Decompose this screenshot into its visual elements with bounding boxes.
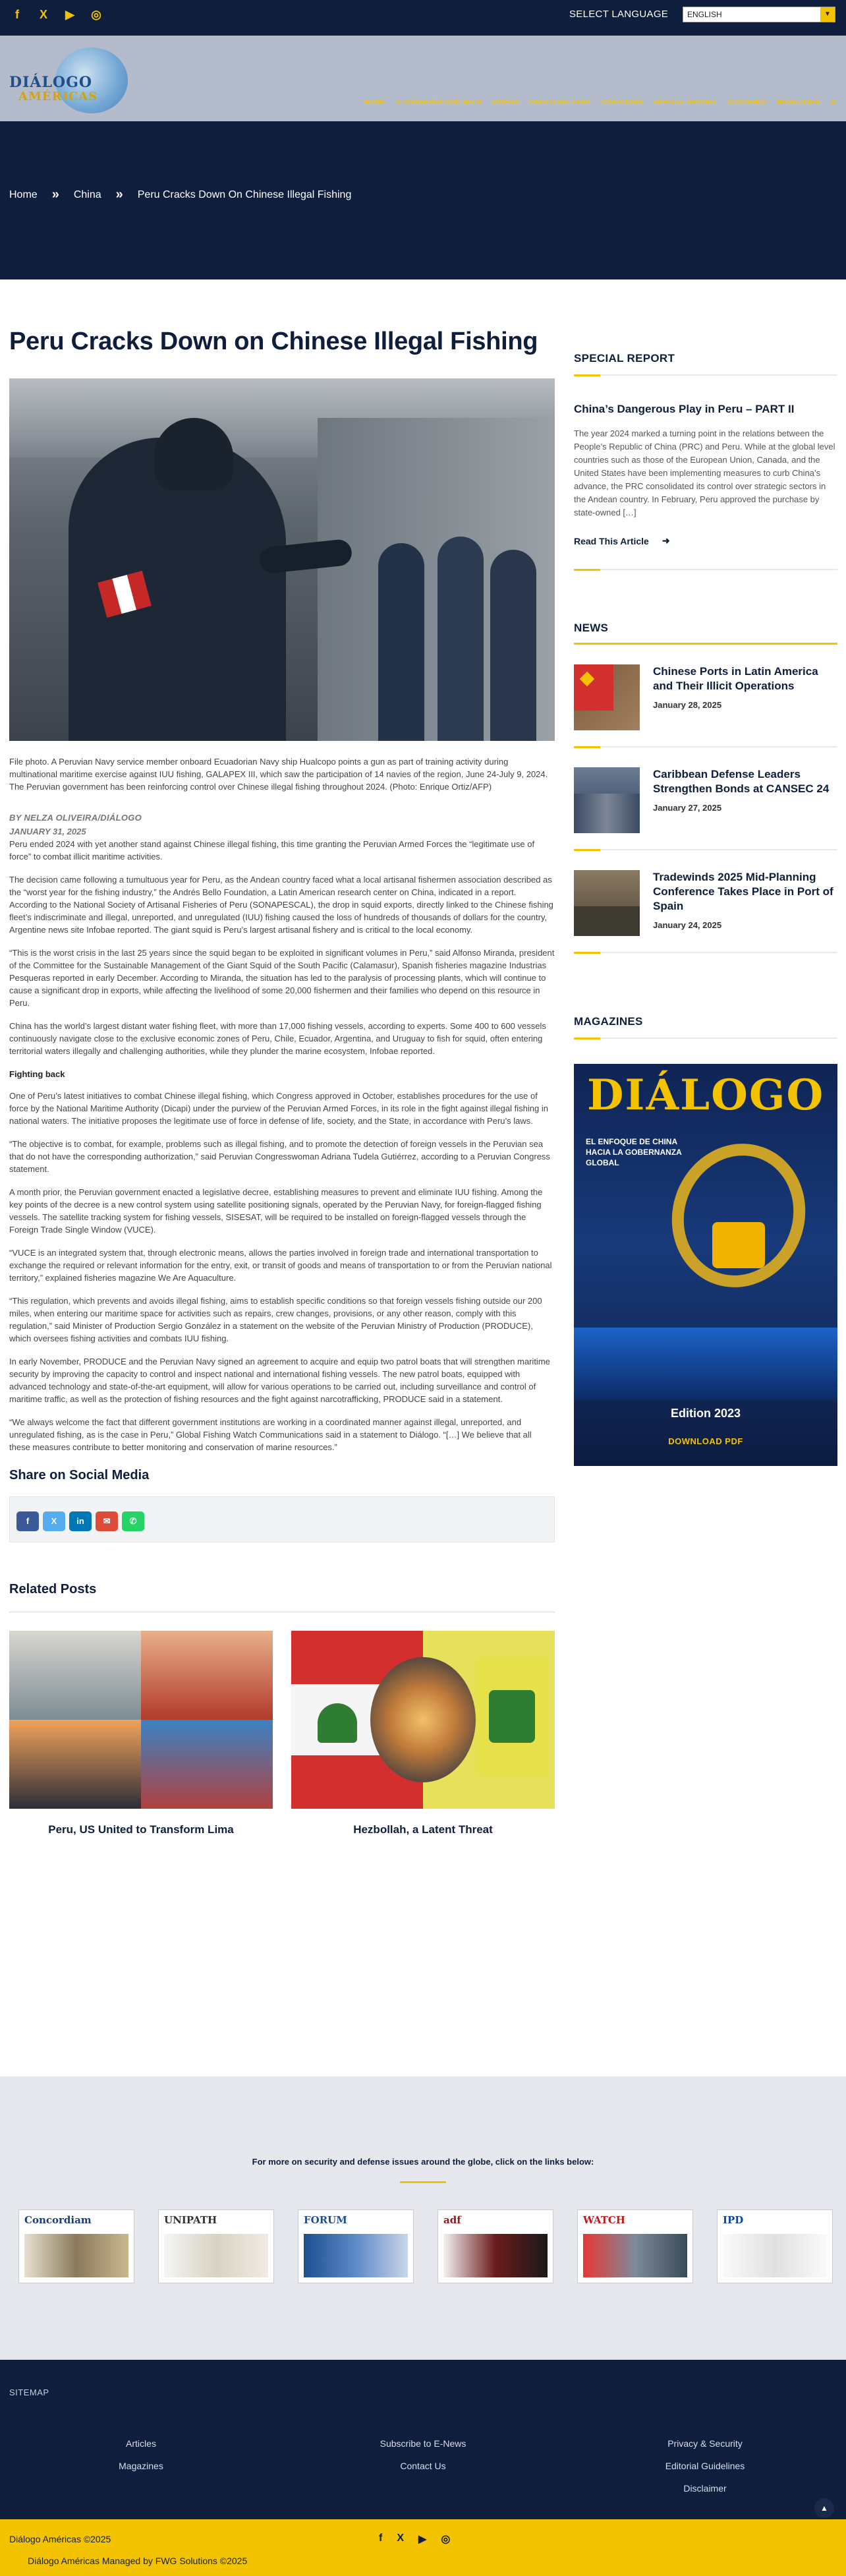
partner-logo-ipd[interactable]: IPD — [717, 2210, 833, 2283]
language-label: SELECT LANGUAGE — [569, 9, 669, 20]
double-chevron-icon: » — [115, 187, 123, 202]
instagram-icon[interactable]: ◎ — [441, 2534, 451, 2545]
news-date: January 24, 2025 — [653, 920, 722, 930]
read-article-label: Read This Article — [574, 535, 649, 546]
social-links — [9, 8, 104, 22]
site-logo[interactable] — [9, 44, 134, 116]
magazines-heading: MAGAZINES — [574, 1015, 643, 1028]
article-paragraph: “This regulation, which prevents and avoids illegal fishing, aims to establish specific conditions so that foreign vessels fishing outside our 200 miles, when entering our maritime space for activities such as repairs, crew changes, provisions, or any other reason, comply with this regulation,” said Minister of Production Sergio González in a statement on the website of the Peruvian Ministry of Production (PRODUCE), which oversees fishing activities and combats IUU fishing. — [9, 1296, 542, 1343]
logo-text-americas: AMÉRICAS — [18, 90, 98, 103]
partner-links-text: For more on security and defense issues around the globe, click on the links below: — [252, 2157, 594, 2167]
sidebar — [574, 326, 837, 1466]
divider — [574, 1038, 837, 1039]
youtube-icon[interactable]: ▶ — [418, 2534, 427, 2545]
share-x-button[interactable]: X — [43, 1511, 65, 1531]
footer-link-privacy[interactable]: Privacy & Security — [667, 2438, 743, 2449]
city-image — [574, 1328, 837, 1400]
footer-link-disclaimer[interactable]: Disclaimer — [683, 2483, 727, 2494]
related-post-card[interactable] — [291, 1631, 555, 1836]
magazine-edition: Edition 2023 — [670, 1407, 741, 1420]
partner-logo-watch[interactable]: WATCH — [577, 2210, 693, 2283]
sitemap-heading: SITEMAP — [9, 2387, 49, 2397]
divider — [574, 952, 837, 953]
news-heading: NEWS — [574, 622, 609, 634]
nav-home[interactable]: HOME — [364, 98, 385, 106]
share-panel — [9, 1496, 555, 1542]
footer-link-editorial[interactable]: Editorial Guidelines — [665, 2461, 745, 2471]
share-email-button[interactable]: ✉ — [96, 1511, 118, 1531]
breadcrumb-current: Peru Cracks Down On Chinese Illegal Fishing — [137, 189, 352, 200]
news-title[interactable]: Chinese Ports in Latin America and Their Illicit Operations — [653, 665, 818, 692]
divider — [574, 746, 837, 747]
news-item[interactable] — [574, 767, 837, 833]
magazine-cover[interactable] — [574, 1064, 837, 1466]
news-date: January 27, 2025 — [653, 803, 722, 813]
partner-logo-adf[interactable]: adf — [437, 2210, 553, 2283]
facebook-icon[interactable]: f — [379, 2532, 383, 2544]
share-facebook-button[interactable]: f — [16, 1511, 39, 1531]
nav-magazines[interactable]: MAGAZINES — [777, 98, 820, 106]
news-thumbnail[interactable] — [574, 664, 640, 730]
article-paragraph: In early November, PRODUCE and the Peruvian Navy signed an agreement to acquire and equip two patrol boats that will strengthen maritime security by improving the capacity to control and inspect national and international fishing vessels. The new patrol boats, equipped with advanced technology and state-of-the-art equipment, will allow for various operations to be carried out, including surveillance and control of maritime traffic, as well as the protection of fishing resources and the fight against narcotrafficking, PRODUCE said in a statement. — [9, 1357, 550, 1404]
article-paragraph: “We always welcome the fact that different government institutions are working in a coordinated manner against illegal, unreported, and unregulated fishing, as is the case in Peru,” Global Fishing Watch Communications said in a statement to Diálogo. “[…] We believe that all these measures contribute to better monitoring and conservation of marine resources.” — [9, 1417, 532, 1452]
news-item[interactable] — [574, 870, 837, 936]
download-pdf-link[interactable]: DOWNLOAD PDF — [668, 1436, 743, 1446]
top-bar — [0, 0, 846, 36]
nav-photo-gallery[interactable]: PHOTO GALLERY — [529, 98, 592, 106]
divider — [400, 2181, 446, 2183]
related-post-image[interactable] — [9, 1631, 273, 1809]
article-column — [9, 326, 555, 1836]
article-title: Peru Cracks Down on Chinese Illegal Fishing — [9, 328, 538, 355]
article-byline: BY NELZA OLIVEIRA/DIÁLOGO — [9, 813, 142, 823]
divider — [574, 374, 837, 376]
read-article-link[interactable] — [574, 535, 837, 546]
related-post-card[interactable] — [9, 1631, 273, 1836]
instagram-icon[interactable]: ◎ — [91, 8, 101, 21]
related-post-image[interactable] — [291, 1631, 555, 1809]
article-paragraph: One of Peru’s latest initiatives to combat Chinese illegal fishing, which Congress approved in October, establishes procedures for the use of force by the National Maritime Authority (Dicapi) under the purview of the Peruvian Armed Forces, in its role in the fight against illegal fishing in national waters. The initiative proposes the legitimate use of force in defense of life, society, and the State, in accordance with Peru’s laws. — [9, 1091, 548, 1126]
magazine-title: DIÁLOGO — [587, 1070, 825, 1120]
site-footer — [0, 2360, 846, 2519]
image-caption: File photo. A Peruvian Navy service member onboard Ecuadorian Navy ship Hualcopo points a gun as part of training activity during multinational maritime exercise against IUU fishing, GALAPEX III, which saw the participation of 14 navies of the region, June 24-July 9, 2024. The Peruvian government has been reinforcing control over Chinese illegal fishing throughout 2024. (Photo: Enrique Ortiz/AFP) — [9, 757, 548, 792]
article-paragraph: China has the world’s largest distant water fishing fleet, with more than 17,000 fishing vessels, according to experts. Some 400 to 600 vessels continuously navigate close to the exclusive economic zones of Peru, Chile, Ecuador, Argentina, and Uruguay to fish for squid, often entering territorial waters illegally and challenging authorities, while they plunder the marine ecosystem, Infobae reported. — [9, 1021, 546, 1056]
divider — [574, 569, 837, 570]
footer-link-magazines[interactable]: Magazines — [119, 2461, 163, 2471]
article-paragraph: “This is the worst crisis in the last 25 years since the squid began to be exploited in significant volumes in Peru,” said Alfonso Miranda, president of the Committee for the Sustainable Management of the Giant Squid of the South Pacific (Calamasur), Spanish fisheries magazine Industrias Pesqueras reported in early December. According to Miranda, the situation has led to the paralysis of processing plants, which will continue to cause a significant drop in exports, while affecting the livelihood of some 20,000 fishermen and their families who depend on this resource in Peru. — [9, 948, 555, 1008]
nav-cartoons[interactable]: CARTOONS — [602, 98, 643, 106]
x-twitter-icon[interactable]: X — [39, 8, 47, 21]
chevron-down-icon: ▼ — [820, 7, 835, 22]
x-twitter-icon[interactable]: X — [397, 2532, 404, 2544]
footer-column — [337, 2432, 509, 2477]
partner-links-section — [0, 2076, 846, 2360]
related-post-title[interactable]: Peru, US United to Transform Lima — [48, 1823, 234, 1836]
breadcrumb-section[interactable]: China — [73, 189, 101, 200]
footer-link-contact[interactable]: Contact Us — [400, 2461, 446, 2471]
news-date: January 28, 2025 — [653, 700, 722, 710]
double-chevron-icon: » — [51, 187, 59, 202]
related-post-title[interactable]: Hezbollah, a Latent Threat — [353, 1823, 493, 1836]
article-body — [9, 838, 555, 1453]
article-date: JANUARY 31, 2025 — [9, 827, 86, 836]
language-select[interactable] — [683, 7, 835, 22]
article-paragraph: The decision came following a tumultuous year for Peru, as the Andean country faced what a local artisanal fishermen association described as the “worst year for the fishing industry,” the Andrés Bello Foundation, a Latin American research center on China, indicated in a report. According to the National Society of Artisanal Fisheries of Peru (SONAPESCAL), the drop in squid exports, directly linked to the Chinese fishing fleet’s indiscriminate and illegal, unreported, and unregulated (IUU) fishing caused the loss of hundreds of thousands of dollars for the country, Argentine news site Infobae reported. The giant squid is Peru’s largest artisanal fishery and is critical to the local economy. — [9, 875, 553, 935]
padlock-image — [712, 1222, 765, 1268]
nav-conversation[interactable]: A CONVERSATION WITH — [395, 98, 482, 106]
nav-special-report[interactable]: SPECIAL REPORT — [653, 98, 718, 106]
page-hero — [0, 121, 846, 279]
partner-logo-forum[interactable]: FORUM — [298, 2210, 414, 2283]
article-paragraph: Peru ended 2024 with yet another stand against Chinese illegal fishing, this time granting the Peruvian Armed Forces the “legitimate use of force” to combat illicit maritime activities. — [9, 839, 535, 862]
special-report-excerpt: The year 2024 marked a turning point in the relations between the People’s Republic of China (PRC) and Peru. While at the global level countries such as those of the European Union, Canada, and the United States have been implementing measures to curb China’s advance, the PRC consolidated its control over strategic sectors in the Andean country. In February, Peru approved the purchase by state-owned […] — [574, 428, 835, 517]
breadcrumb-home[interactable]: Home — [9, 189, 38, 200]
news-thumbnail[interactable] — [574, 767, 640, 833]
related-posts — [9, 1631, 555, 1836]
footer-column — [619, 2432, 791, 2500]
partner-logo-unipath[interactable]: UNIPATH — [158, 2210, 274, 2283]
special-report-title[interactable]: China’s Dangerous Play in Peru – PART II — [574, 403, 795, 415]
article-hero-image — [9, 378, 555, 741]
managed-by-text: Diálogo Américas Managed by FWG Solutions ©2025 — [28, 2556, 248, 2566]
news-item[interactable] — [574, 664, 837, 730]
copyright-text: Diálogo Américas ©2025 — [9, 2534, 111, 2544]
arrow-right-icon: ➜ — [662, 535, 670, 546]
youtube-icon[interactable]: ▶ — [65, 8, 74, 21]
related-posts-heading: Related Posts — [9, 1582, 97, 1596]
site-header — [0, 36, 846, 121]
divider — [574, 849, 837, 850]
article-paragraph: “VUCE is an integrated system that, through electronic means, allows the parties involved in foreign trade and international transportation to exchange the required or relevant information for the entry, exit, or transit of goods and means of transportation to or from the Peruvian national territory,” explained fisheries magazine We Are Aquaculture. — [9, 1248, 552, 1283]
footer-link-subscribe[interactable]: Subscribe to E-News — [380, 2438, 466, 2449]
share-heading: Share on Social Media — [9, 1468, 150, 1482]
copyright-bar — [0, 2519, 846, 2576]
back-to-top-button[interactable]: ▲ — [814, 2498, 834, 2518]
article-paragraph: “The objective is to combat, for example, problems such as illegal fishing, and to promote the detection of foreign vessels in the Peruvian sea that do not have the corresponding authorization,” said Peruvian Congresswoman Adriana Tudela Gutiérrez, according to a Peruvian Congress statement. — [9, 1139, 550, 1174]
logo-text-dialogo: DIÁLOGO — [9, 74, 93, 91]
breadcrumb — [9, 187, 351, 202]
article-paragraph: A month prior, the Peruvian government enacted a legislative decree, establishing measures to prevent and eliminate IUU fishing. Among the key points of the decree is a new control system using satellite positioning signals, operated by the Peruvian Navy, for foreign-flagged fishing vessels. The satellite tracking system for fishing vessels, SISESAT, will be required to be installed on foreign-flagged vessels through the Foreign Trade Single Window (VUCE). — [9, 1187, 543, 1235]
main-nav — [364, 96, 837, 108]
footer-social-links — [379, 2532, 450, 2546]
share-whatsapp-button[interactable]: ✆ — [122, 1511, 144, 1531]
article-subheading: Fighting back — [9, 1069, 65, 1079]
share-linkedin-button[interactable]: in — [69, 1511, 92, 1531]
footer-column — [55, 2432, 227, 2477]
news-title[interactable]: Tradewinds 2025 Mid-Planning Conference Takes Place in Port of Spain — [653, 871, 833, 912]
special-report-heading: SPECIAL REPORT — [574, 352, 675, 365]
partner-logo-concordiam[interactable]: Concordiam — [18, 2210, 134, 2283]
news-thumbnail[interactable] — [574, 870, 640, 936]
facebook-icon[interactable]: f — [15, 8, 19, 21]
language-value: ENGLISH — [687, 10, 722, 19]
nav-videos[interactable]: VIDEOS — [492, 98, 519, 106]
news-title[interactable]: Caribbean Defense Leaders Strengthen Bonds at CANSEC 24 — [653, 768, 830, 795]
magazine-subtitle: EL ENFOQUE DE CHINA HACIA LA GOBERNANZA GLOBAL — [586, 1137, 682, 1167]
nav-academia[interactable]: ACADEMIA — [727, 98, 767, 106]
divider — [574, 643, 837, 645]
footer-link-articles[interactable]: Articles — [126, 2438, 156, 2449]
partner-logos — [18, 2210, 833, 2283]
search-icon[interactable]: ⌕ — [830, 96, 837, 107]
